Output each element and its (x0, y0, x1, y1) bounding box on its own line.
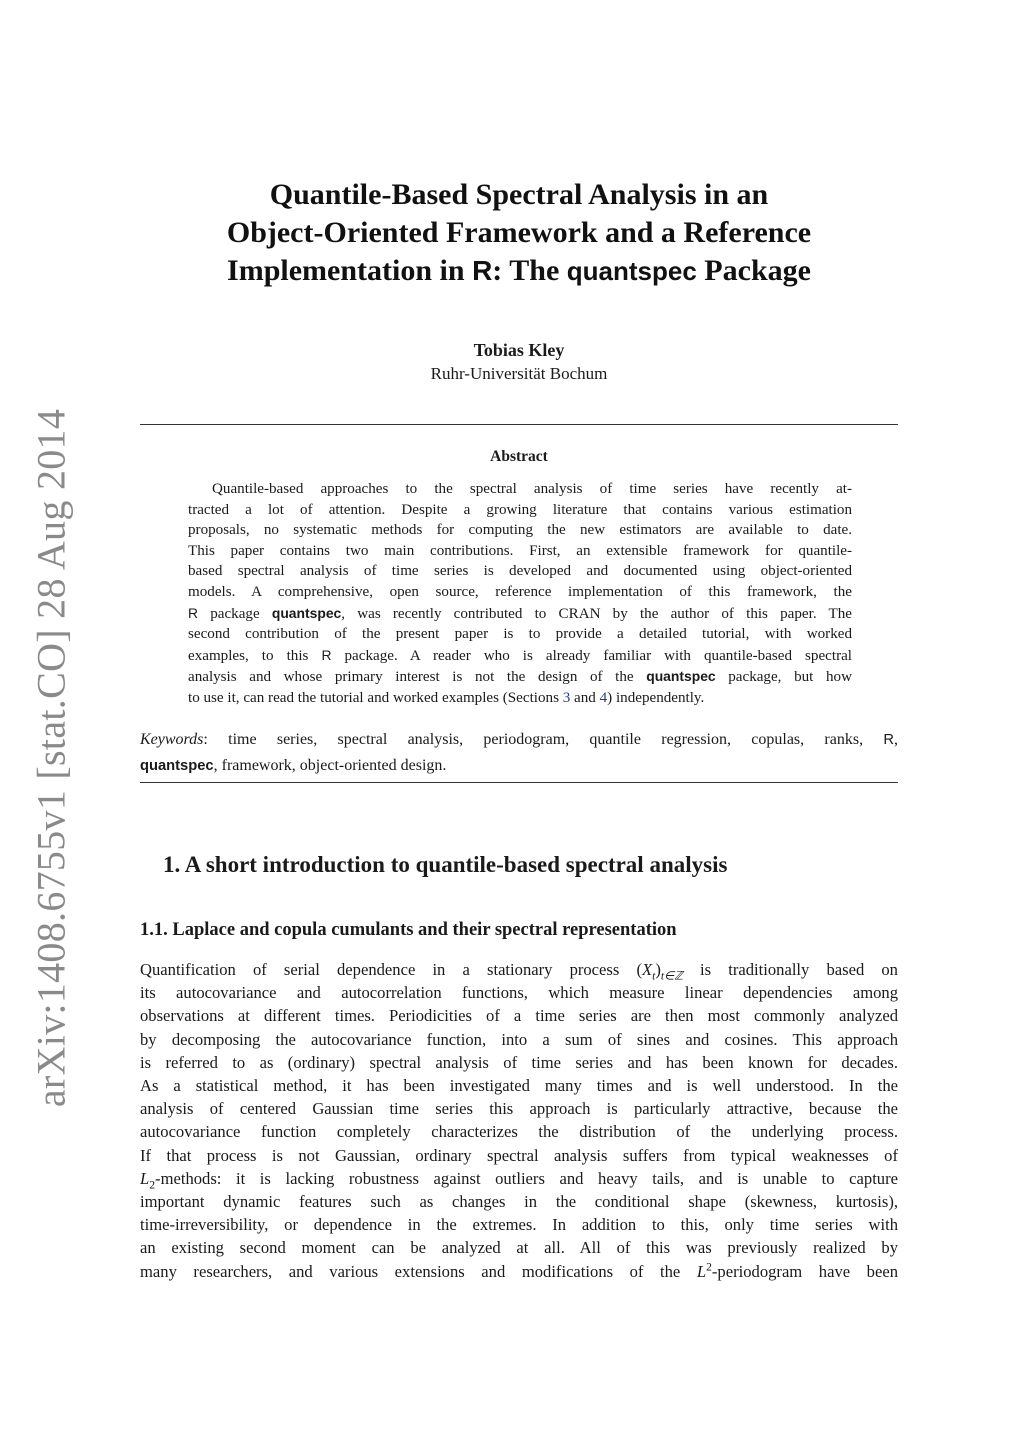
body-line (140, 1260, 898, 1283)
package-name: quantspec (646, 668, 716, 685)
abstract-line: proposals, no systematic methods for computing the new estimators are available to date. (188, 522, 852, 539)
author-name: Tobias Kley (473, 340, 565, 360)
title-line-2: Object-Oriented Framework and a Reference (226, 216, 812, 249)
body-line: by decomposing the autocovariance function, into a sum of sines and cosines. This approach (140, 1029, 898, 1049)
abstract-line: based spectral analysis of time series is developed and documented using object-oriented (188, 563, 852, 580)
body-line: analysis of centered Gaussian time series this approach is particularly attractive, because the (140, 1099, 898, 1119)
body-line: If that process is not Gaussian, ordinary spectral analysis suffers from typical weaknesses of (140, 1145, 898, 1165)
section-3-link[interactable]: 3 (562, 689, 571, 706)
body-text: -periodogram have been (711, 1261, 898, 1281)
abstract-line (188, 666, 852, 688)
r-word: R (321, 646, 332, 663)
title-line-3 (140, 252, 898, 290)
r-word: R (188, 604, 199, 621)
abstract-text: ) independently. (607, 689, 705, 706)
r-word: R (883, 732, 894, 748)
body-line: is referred to as (ordinary) spectral analysis of time series and has been known for decades. (140, 1052, 898, 1072)
keywords (140, 727, 898, 779)
abstract-line (188, 645, 852, 667)
keywords-text: : time series, spectral analysis, periodogram, quantile regression, copulas, ranks, (203, 731, 884, 748)
keywords-line-2 (140, 753, 898, 779)
abstract-text: package (198, 605, 272, 622)
body-line: observations at different times. Periodicities of a time series are then most commonly analyzed (140, 1006, 898, 1026)
abstract-line: Quantile-based approaches to the spectral analysis of time series have recently at- (212, 481, 852, 497)
body-paragraph (140, 958, 898, 1283)
title-line-3-end: Package (696, 254, 811, 287)
title-line-1: Quantile-Based Spectral Analysis in an (269, 178, 769, 211)
body-line: time-irreversibility, or dependence in the extremes. In addition to this, only time series with (140, 1215, 898, 1235)
abstract-line (188, 603, 852, 625)
author-affiliation: Ruhr-Universität Bochum (430, 364, 608, 383)
body-text: Quantification of serial dependence in a stationary process ( (140, 960, 642, 979)
body-line: an existing second moment can be analyzed at all. All of this was previously realized by (140, 1238, 898, 1258)
keywords-label: Keywords (140, 731, 204, 748)
math-l: L (696, 1261, 707, 1281)
body-line: its autocovariance and autocorrelation functions, which measure linear dependencies among (140, 983, 898, 1003)
abstract-text: analysis and whose primary interest is not the design of the (188, 669, 647, 686)
body-line: important dynamic features such as changes in the conditional shape (skewness, kurtosis), (140, 1192, 898, 1212)
abstract-text: package, but how (715, 669, 852, 686)
keywords-text: , framework, object-oriented design. (213, 757, 447, 774)
abstract-line: models. A comprehensive, open source, reference implementation of this framework, the (188, 583, 852, 600)
package-name: quantspec (271, 604, 342, 621)
abstract-heading: Abstract (490, 448, 548, 465)
keywords-text: , (894, 731, 898, 748)
abstract-line: This paper contains two main contributions. First, an extensible framework for quantile- (188, 542, 852, 559)
abstract-body (188, 479, 852, 709)
arxiv-identifier: arXiv:1408.6755v1 [stat.CO] 28 Aug 2014 (28, 408, 74, 1107)
math-superscript: 2 (706, 1260, 712, 1274)
section-heading: 1. A short introduction to quantile-based spectral analysis (163, 852, 728, 877)
math-paren: ) (655, 960, 661, 979)
math-index-set: t∈ℤ (660, 969, 683, 983)
body-text: many researchers, and various extensions and modifications of the (140, 1261, 697, 1281)
section-4-link[interactable]: 4 (599, 689, 608, 706)
abstract-line (188, 688, 852, 709)
math-subscript: 2 (149, 1178, 156, 1192)
title-r-word: R (472, 255, 493, 286)
abstract-text: examples, to this (188, 647, 322, 664)
title-line-3-mid: : The (492, 254, 567, 287)
subsection-heading: 1.1. Laplace and copula cumulants and their spectral representation (140, 920, 677, 940)
math-l: L (140, 1168, 150, 1188)
abstract-line: second contribution of the present paper is to provide a detailed tutorial, with worked (188, 626, 852, 643)
body-line (140, 958, 898, 981)
abstract-line: tracted a lot of attention. Despite a growing literature that contains various estimation (188, 501, 852, 518)
abstract-text: , was recently contributed to CRAN by the author of this paper. The (341, 605, 852, 622)
body-text: is traditionally based on (682, 960, 898, 979)
arxiv-stamp (16, 408, 86, 1107)
abstract-text: and (570, 689, 600, 706)
top-rule (140, 424, 898, 425)
body-line: autocovariance function completely characterizes the distribution of the underlying process. (140, 1122, 898, 1142)
title-package-name: quantspec (566, 256, 697, 286)
math-x: X (642, 960, 653, 979)
body-line: As a statistical method, it has been investigated many times and is well understood. In the (140, 1076, 898, 1096)
abstract-text: to use it, can read the tutorial and worked examples (Sections (188, 689, 563, 706)
paper-title (140, 176, 898, 290)
title-line-3-start: Implementation in (227, 254, 473, 287)
body-line (140, 1167, 898, 1190)
keywords-line-1 (140, 727, 898, 753)
bottom-rule (140, 782, 898, 783)
package-name: quantspec (140, 758, 214, 774)
math-subscript: t (652, 969, 656, 983)
abstract-text: package. A reader who is already familiar with quantile-based spectral (331, 647, 852, 664)
body-text: -methods: it is lacking robustness against outliers and heavy tails, and is unable to capture (155, 1168, 898, 1188)
